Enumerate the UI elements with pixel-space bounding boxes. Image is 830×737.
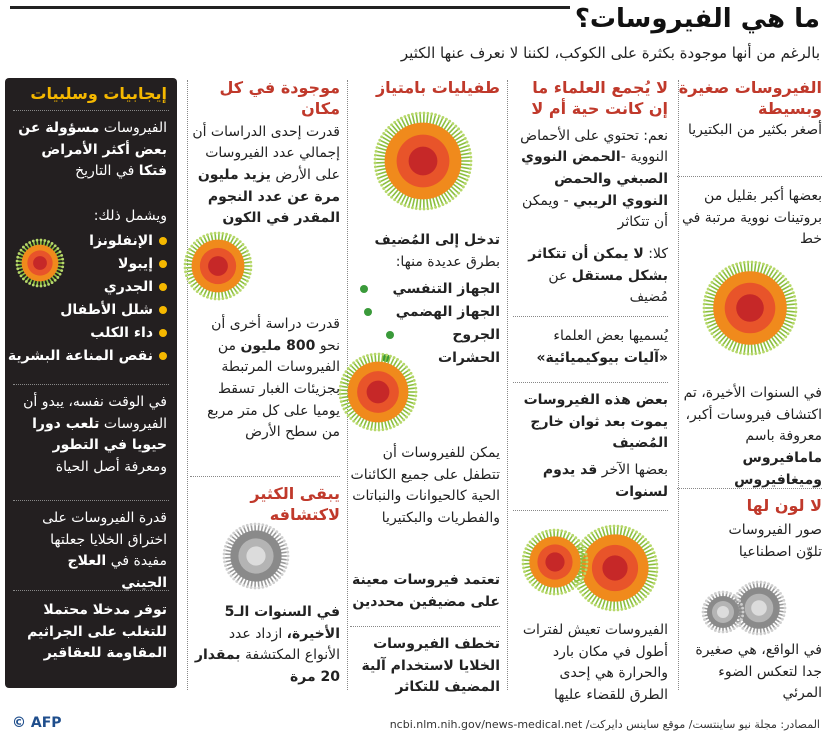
- virus-icon: [180, 228, 256, 304]
- col3-text2: يمكن للفيروسات أن تتطفل على جميع الكائنات الحية كالحيوانات والنباتات والفطريات والبكتيريا: [350, 445, 500, 527]
- list-item: الجهاز الهضمي: [354, 301, 500, 324]
- separator: [190, 476, 340, 477]
- column-divider: [507, 80, 508, 690]
- bullet-icon: [159, 352, 167, 360]
- col3-text1: بطرق عديدة منها:: [395, 254, 500, 270]
- col3-text1-bold: تدخل إلى المُضيف: [374, 232, 500, 248]
- col3-header: طفيليات بامتياز: [375, 78, 500, 97]
- bullet-icon: [386, 331, 394, 339]
- list-item: الإنفلونزا: [8, 230, 167, 253]
- virus-gray-icon: [697, 568, 797, 643]
- col1-text5: في الواقع، هي صغيرة جدا لتعكس الضوء المرئي: [695, 642, 822, 702]
- afp-logo: © AFP: [12, 715, 62, 731]
- separator: [13, 384, 169, 385]
- bullet-icon: [159, 260, 167, 268]
- bullet-icon: [360, 285, 368, 293]
- separator: [677, 488, 822, 489]
- virus-icon: [13, 236, 67, 290]
- list-item: الجروح: [354, 324, 500, 347]
- virus-top-image: [368, 106, 478, 216]
- virus-gray-image: [216, 516, 296, 596]
- column-everywhere: [190, 78, 340, 687]
- bullet-icon: [159, 329, 167, 337]
- virus-gray-icon: [216, 516, 296, 596]
- bullet-icon: [159, 306, 167, 314]
- bullet-icon: [364, 308, 372, 316]
- column-alive-or-not: [513, 78, 668, 704]
- col1-text3: في السنوات الأخيرة، تم اكتشاف فيروسات أكبر، معروفة باسم مامافيروس وميغافيروس: [683, 385, 822, 488]
- col5-text3: في الوقت نفسه، يبدو أن الفيروسات تلعب دورا حيويا في التطور ومعرفة أصل الحياة: [23, 394, 167, 476]
- separator: [513, 316, 668, 317]
- virus-icon: [368, 106, 478, 216]
- virus-pair-image: [515, 518, 660, 618]
- separator: [13, 500, 169, 501]
- col4-text2: قدرت دراسة أخرى أن نحو 800 مليون من الفيروسات المرتبطة بجزيئات الغبار تسقط يوميا على كل متر مربع من سطح الأرض: [207, 316, 340, 441]
- list-item: إيبولا: [8, 253, 167, 276]
- separator: [513, 382, 668, 383]
- list-item: الحشرات: [354, 347, 500, 370]
- col2-text6: الفيروسات تعيش لفترات أطول في مكان بارد والحرارة هي إحدى الطرق للقضاء عليها: [522, 622, 668, 704]
- separator: [13, 590, 169, 591]
- list-item: شلل الأطفال: [8, 299, 167, 322]
- title-bar: [10, 6, 570, 9]
- col4-text3: في السنوات الـ5 الأخيرة، ازداد عدد الأنواع المكتشفة بمقدار 20 مرة: [194, 604, 340, 686]
- virus-mid-image: [334, 348, 422, 436]
- col5-text2: ويشمل ذلك:: [93, 208, 167, 224]
- virus-large-image: [700, 258, 800, 358]
- col4-header: موجودة في كل مكان: [219, 78, 340, 118]
- column-parasites: [350, 78, 500, 696]
- column-divider: [187, 80, 188, 690]
- col2-header: لا يُجمع العلماء ما إن كانت حية أم لا: [531, 78, 668, 118]
- virus-icon: [700, 258, 800, 358]
- bullet-icon: [159, 283, 167, 291]
- col5-text4: قدرة الفيروسات على اختراق الخلايا جعلتها مفيدة في العلاج الجيني: [42, 510, 167, 592]
- virus-gray-pair-image: [697, 568, 797, 643]
- col2-text5: بعضها الآخر قد يدوم لسنوات: [542, 462, 668, 500]
- separator: [13, 110, 169, 111]
- separator: [677, 176, 822, 177]
- col1-header2: لا لون لها: [746, 496, 822, 515]
- col1-header: الفيروسات صغيرة وبسيطة: [678, 78, 822, 118]
- page-title: ما هي الفيروسات؟: [574, 4, 820, 34]
- col5-text5: توفر مدخلا محتملا للتغلب على الجراثيم المقاومة للعقاقير: [27, 602, 167, 662]
- col1-text4: صور الفيروسات تلوّن اصطناعيا: [728, 522, 822, 560]
- col2-text3: يُسميها بعض العلماء «آليات بيوكيميائية»: [536, 328, 668, 366]
- col2-text4: بعض هذه الفيروسات يموت بعد ثوان خارج المُضيف: [523, 392, 668, 452]
- sources-footer: المصادر: مجلة نيو ساينتست/ موقع ساينس دايركت/ ncbi.nlm.nih.gov/news-medical.net: [389, 718, 820, 731]
- col4-text1: قدرت إحدى الدراسات أن إجمالي عدد الفيروسات على الأرض يزيد مليون مرة عن عدد النجوم المقدر في الكون: [192, 123, 340, 227]
- col1-text1: أصغر بكثير من البكتيريا: [687, 121, 822, 138]
- list-item: الجهاز التنفسي: [354, 278, 500, 301]
- col3-text4: تخطف الفيروسات الخلايا لاستخدام آلية المضيف للتكاثر: [361, 636, 500, 696]
- separator: [513, 510, 668, 511]
- virus-pair-icon: [515, 518, 660, 618]
- list-item: نقص المناعة البشرية: [8, 345, 167, 368]
- list-item: الجدري: [8, 276, 167, 299]
- separator: [350, 626, 500, 627]
- column-pros-cons: [5, 78, 177, 688]
- virus-icon: [334, 348, 422, 436]
- col5-header: إيجابيات وسلبيات: [30, 84, 167, 103]
- list-item: داء الكلب: [8, 322, 167, 345]
- col2-text2: كلا: لا يمكن أن تتكاثر بشكل مستقل عن مُضيف: [528, 246, 668, 306]
- column-small-simple: [677, 78, 822, 702]
- col5-text1: الفيروسات مسؤولة عن بعض أكثر الأمراض فتكا في التاريخ: [18, 120, 167, 180]
- bullet-icon: [159, 237, 167, 245]
- virus-image: [180, 228, 256, 304]
- col4-header2: يبقى الكثير لاكتشافه: [250, 484, 340, 524]
- col1-text2: بعضها أكبر بقليل من بروتينات نووية مرتبة في خط: [681, 188, 822, 248]
- col2-text1: نعم: تحتوي على الأحماض النووية -الحمض النووي الصبغي والحمض النووي الريبي - ويمكن أن تتكاثر: [520, 127, 668, 231]
- virus-image: [13, 236, 67, 290]
- page-subtitle: بالرغم من أنها موجودة بكثرة على الكوكب، لكننا لا نعرف عنها الكثير: [400, 44, 820, 62]
- col3-text3: تعتمد فيروسات معينة على مضيفين محددين: [352, 572, 500, 610]
